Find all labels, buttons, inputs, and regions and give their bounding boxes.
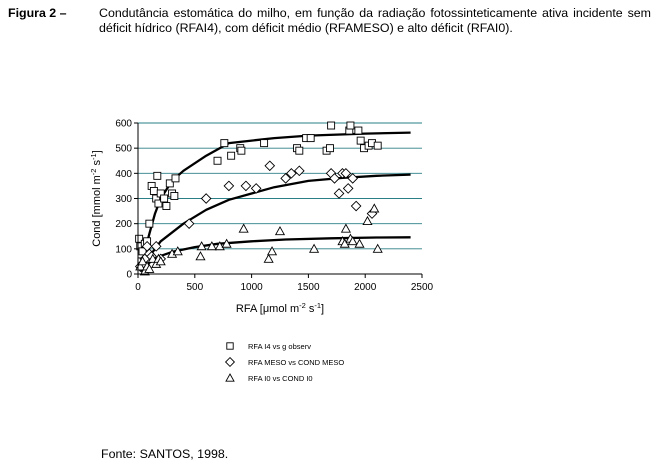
data-point-square <box>154 172 161 179</box>
legend-label: RFA I4 vs g observ <box>248 341 311 351</box>
x-tick-label: 0 <box>135 282 141 293</box>
data-point-diamond <box>351 201 360 210</box>
legend-marker-diamond <box>226 358 235 367</box>
legend-marker-triangle <box>226 374 234 381</box>
data-point-diamond <box>184 219 193 228</box>
data-point-triangle <box>264 255 273 263</box>
data-point-square <box>261 140 268 147</box>
data-point-triangle <box>196 252 205 260</box>
data-point-square <box>347 122 354 129</box>
data-point-diamond <box>334 189 343 198</box>
data-point-square <box>296 147 303 154</box>
y-axis-title: Cond [mmol $m^{-2}$ $s^{-1}$] <box>89 150 103 247</box>
x-tick-label: 500 <box>186 282 204 293</box>
y-tick-label: 100 <box>115 244 132 256</box>
y-tick-label: 400 <box>115 168 132 180</box>
data-point-square <box>161 195 168 202</box>
x-tick-label: 2000 <box>354 282 377 293</box>
data-point-square <box>146 220 153 227</box>
x-tick-label: 2500 <box>410 282 434 293</box>
x-tick-label: 1000 <box>240 282 263 293</box>
data-point-square <box>163 203 170 210</box>
data-point-triangle <box>342 224 351 232</box>
caption-label: Figura 2 – <box>8 6 67 20</box>
y-tick-label: 0 <box>126 269 132 281</box>
data-point-square <box>171 192 178 199</box>
data-point-diamond <box>295 166 304 175</box>
y-tick-label: 600 <box>115 118 132 130</box>
data-point-triangle <box>239 224 248 232</box>
data-point-triangle <box>276 227 285 235</box>
legend-label: RFA I0 vs COND I0 <box>248 373 313 383</box>
legend-label: RFA MESO vs COND MESO <box>248 357 345 367</box>
data-point-diamond <box>265 161 274 170</box>
y-tick-label: 200 <box>115 219 132 231</box>
data-point-square <box>221 140 228 147</box>
data-point-diamond <box>201 194 210 203</box>
data-point-square <box>150 187 157 194</box>
caption-text: Condutância estomática do milho, em função da radiação fotossinteticamente ativa incidente sem déficit hídrico (RFAI4), com déficit médio (RFAMESO) e alto déficit (RFAI0). <box>99 6 651 35</box>
data-point-triangle <box>370 204 379 212</box>
source-note: Fonte: SANTOS, 1998. <box>101 447 229 461</box>
legend-layer <box>226 342 345 383</box>
x-axis-title: RFA [μmol $m^{-2}$ $s^{-1}$] <box>235 301 325 315</box>
y-tick-label: 500 <box>115 143 132 155</box>
data-point-square <box>328 122 335 129</box>
data-point-square <box>172 175 179 182</box>
data-point-square <box>355 127 362 134</box>
data-point-diamond <box>343 184 352 193</box>
data-point-square <box>214 157 221 164</box>
data-point-square <box>374 142 381 149</box>
data-point-square <box>238 147 245 154</box>
y-tick-label: 300 <box>115 194 132 205</box>
data-point-square <box>357 137 364 144</box>
x-tick-label: 1500 <box>297 282 320 293</box>
data-point-square <box>326 145 333 152</box>
data-point-square <box>307 135 314 142</box>
data-point-diamond <box>224 181 233 190</box>
data-point-diamond <box>241 181 250 190</box>
fit-layer <box>140 133 410 272</box>
legend-marker-square <box>227 343 233 349</box>
data-point-triangle <box>268 247 277 255</box>
data-point-triangle <box>363 217 372 225</box>
data-point-square <box>228 152 235 159</box>
